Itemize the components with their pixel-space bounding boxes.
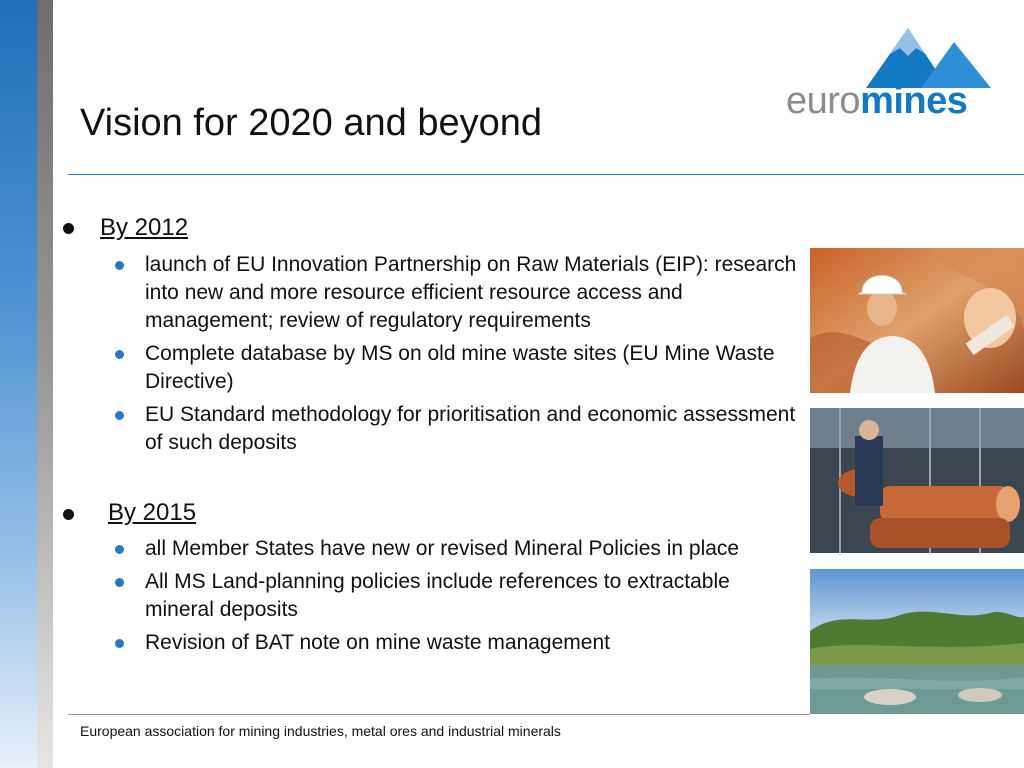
list-item-text: Revision of BAT note on mine waste management bbox=[145, 631, 610, 654]
photo-lake bbox=[810, 569, 1024, 714]
section-heading-2012: By 2012 bbox=[100, 214, 189, 241]
section-bullet-2012 bbox=[63, 223, 74, 234]
list-item-text: launch of EU Innovation Partnership on Raw Materials (EIP): research into new and more resource efficient resource access and management; review of regulatory requirements bbox=[145, 253, 797, 332]
section-list-2015 bbox=[112, 535, 802, 662]
logo-wordmark bbox=[786, 82, 967, 120]
bullet-dot bbox=[115, 261, 124, 270]
footer-text: European association for mining industries, metal ores and industrial minerals bbox=[80, 723, 561, 739]
slide-title: Vision for 2020 and beyond bbox=[80, 102, 542, 144]
list-item bbox=[112, 535, 802, 563]
logo-euro-text: euro bbox=[786, 80, 861, 122]
list-item bbox=[112, 251, 802, 335]
left-gradient-bar bbox=[0, 0, 37, 768]
bullet-dot bbox=[115, 350, 124, 359]
list-item-text: All MS Land-planning policies include references to extractable mineral deposits bbox=[145, 570, 730, 621]
list-item bbox=[112, 568, 802, 624]
logo-mines-text: mines bbox=[860, 80, 968, 122]
list-item-text: EU Standard methodology for prioritisation and economic assessment of such deposits bbox=[145, 403, 796, 454]
list-item-text: all Member States have new or revised Mineral Policies in place bbox=[145, 537, 740, 560]
mountain-logo-icon bbox=[866, 28, 996, 88]
euromines-logo bbox=[786, 28, 996, 120]
bullet-dot bbox=[115, 578, 124, 587]
section-heading-2015: By 2015 bbox=[108, 499, 197, 526]
section-list-2012 bbox=[112, 251, 802, 462]
footer-divider bbox=[68, 714, 810, 715]
photo-copper-plant bbox=[810, 408, 1024, 553]
bullet-dot bbox=[115, 411, 124, 420]
bullet-dot bbox=[115, 545, 124, 554]
list-item bbox=[112, 401, 802, 457]
list-item bbox=[112, 340, 802, 396]
list-item-text: Complete database by MS on old mine waste sites (EU Mine Waste Directive) bbox=[145, 342, 775, 393]
bullet-dot bbox=[115, 639, 124, 648]
list-item bbox=[112, 629, 802, 657]
title-divider bbox=[68, 174, 1024, 175]
section-bullet-2015 bbox=[63, 509, 74, 520]
photo-miner bbox=[810, 248, 1024, 393]
left-grey-bar bbox=[37, 0, 53, 768]
